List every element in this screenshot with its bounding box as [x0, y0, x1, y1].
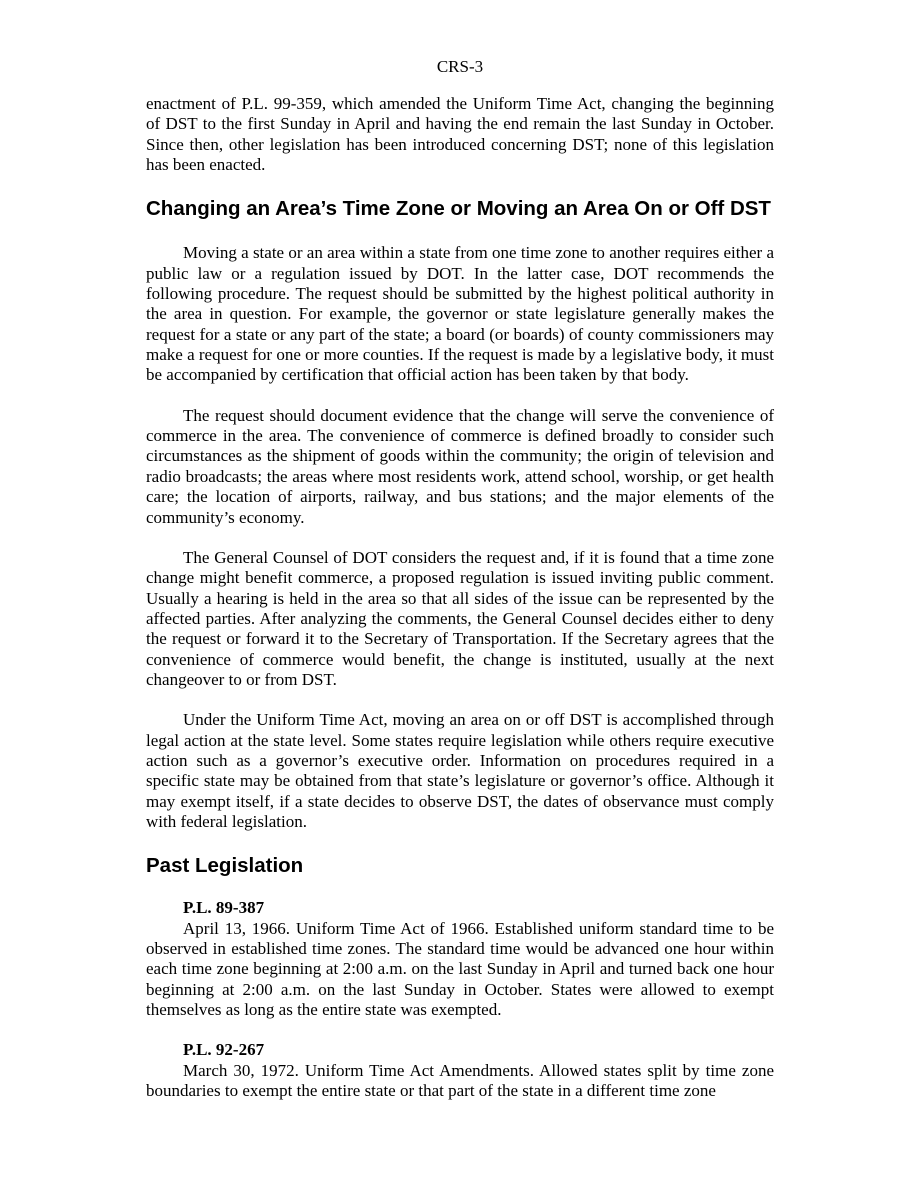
document-body [146, 94, 774, 1101]
legislation-title: P.L. 92-267 [183, 1040, 265, 1060]
page-number: CRS-3 [436, 57, 484, 76]
section-heading-time-zone: Changing an Area’s Time Zone or Moving an Area On or Off DST [146, 197, 771, 221]
legislation-description: April 13, 1966. Uniform Time Act of 1966. Established uniform standard time to be observed in established time zones. The standard time would be advanced one hour within each time zone beginning at 2:00 a.m. on the last Sunday in April and turned back one hour beginning at 2:00 a.m. on the last Sunday in October. States were allowed to exempt themselves as long as the entire state was exempted. [146, 918, 774, 1020]
legislation-item [146, 1040, 774, 1101]
paragraph-commerce: The request should document evidence that the change will serve the convenience of commerce in the area. The convenience of commerce is defined broadly to consider such circumstances as the shipment of goods within the community; the origin of television and radio broadcasts; the areas where most residents work, attend school, worship, or get health care; the location of airports, railway, and bus stations; and the major elements of the community’s economy. [146, 405, 774, 527]
legislation-description: March 30, 1972. Uniform Time Act Amendments. Allowed states split by time zone boundaries to exempt the entire state or that part of the state in a different time zone [146, 1060, 774, 1101]
paragraph-general-counsel: The General Counsel of DOT considers the request and, if it is found that a time zone change might benefit commerce, a proposed regulation is issued inviting public comment. Usually a hearing is held in the area so that all sides of the issue can be represented by the affected parties. After analyzing the comments, the General Counsel decides either to deny the request or forward it to the Secretary of Transportation. If the Secretary agrees that the convenience of commerce would benefit, the change is instituted, usually at the next changeover to or from DST. [146, 547, 774, 689]
legislation-item [146, 898, 774, 1020]
intro-paragraph: enactment of P.L. 99-359, which amended the Uniform Time Act, changing the beginning of DST to the first Sunday in April and having the end remain the last Sunday in October. Since then, other legislation has been introduced concerning DST; none of this legislation has been enacted. [146, 94, 774, 175]
section-heading-past-legislation: Past Legislation [146, 854, 304, 878]
legislation-title: P.L. 89-387 [183, 898, 265, 918]
paragraph-dst-state-action: Under the Uniform Time Act, moving an area on or off DST is accomplished through legal action at the state level. Some states require legislation while others require executive action such as a governor’s executive order. Information on procedures required in a specific state may be obtained from that state’s legislature or governor’s office. Although it may exempt itself, if a state decides to observe DST, the dates of observance must comply with federal legislation. [146, 710, 774, 831]
paragraph-procedure: Moving a state or an area within a state from one time zone to another requires either a public law or a regulation issued by DOT. In the latter case, DOT recommends the following procedure. The request should be submitted by the highest political authority in the area in question. For example, the governor or state legislature generally makes the request for a state or any part of the state; a board (or boards) of county commissioners may make a request for one or more counties. If the request is made by a legislative body, it must be accompanied by certification that official action has been taken by that body. [146, 243, 774, 385]
